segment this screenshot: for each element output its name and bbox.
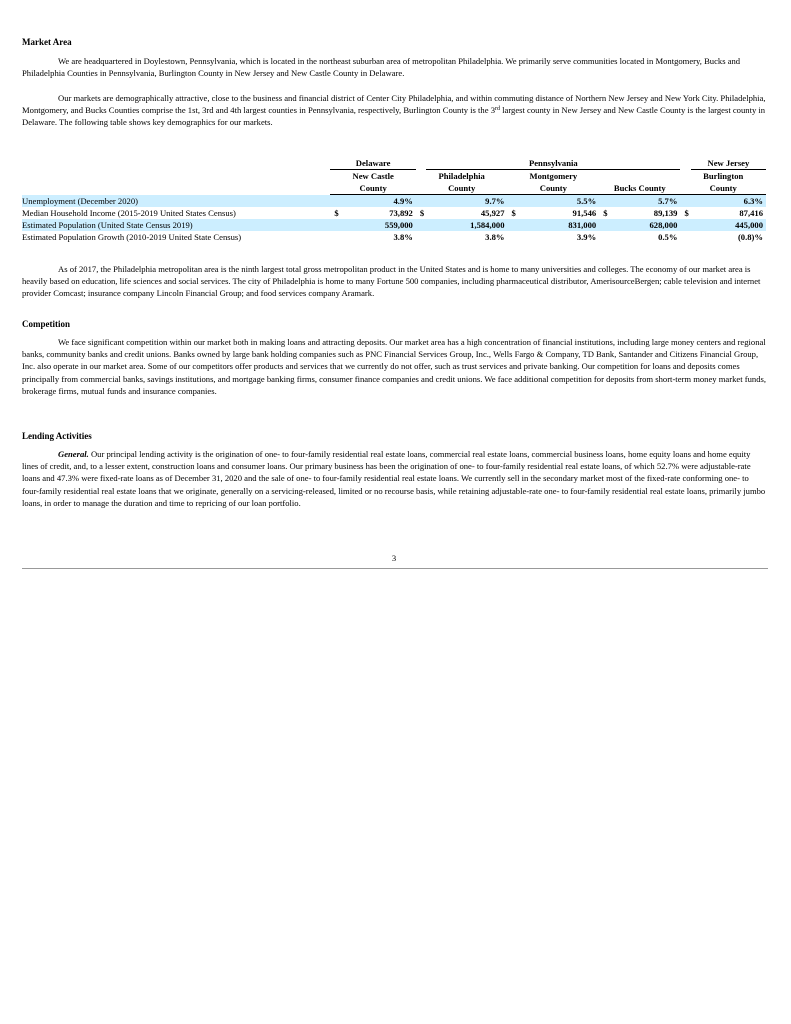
cell-value: 559,000 [341,219,416,231]
col-montgomery-line2: County [508,182,600,195]
col-new-castle-line2: County [330,182,415,195]
cell-value: 3.8% [485,232,505,242]
cell-value: 3.9% [576,232,597,242]
market-area-paragraph-2: Our markets are demographically attractive, close to the business and financial district of Center City Philadelphia, and within commuting distance of Northern New Jersey and New York City. Philadelphia, Montgomery, and Bucks Counties comprise the 1st, 3rd and 4th largest counties in Pennsylvania, respectively, Burlington County is the 3rd largest county in New Jersey and New Castle County is the largest county in Delaware. The following table shows key demographics for our markets. [22,93,766,128]
cell-value: 831,000 [518,219,599,231]
cell-value: 6.3% [691,195,766,208]
currency-symbol [599,219,609,231]
cell-value: 5.7% [610,195,681,208]
cell-value: 9.7% [426,195,507,208]
cell-value: 445,000 [691,219,766,231]
currency-symbol: $ [684,208,689,218]
group-new-jersey: New Jersey [691,157,766,170]
col-burlington-line2: County [680,182,766,195]
currency-symbol [680,195,690,208]
table-row [22,195,766,208]
page-number: 3 [391,553,397,563]
group-delaware: Delaware [330,157,415,170]
cell-value: 5.5% [518,195,599,208]
demographics-table [22,157,766,243]
page-divider [22,568,768,569]
currency-symbol: $ [419,208,425,218]
currency-symbol: $ [334,208,339,218]
currency-symbol: $ [511,208,516,218]
currency-symbol [508,231,518,243]
col-montgomery-line1: Montgomery [529,171,578,181]
table-row [22,207,766,219]
currency-symbol [416,231,426,243]
col-bucks: Bucks County [599,182,680,195]
cell-value: 628,000 [610,219,681,231]
row-label: Estimated Population Growth (2010-2019 United State Census) [22,232,242,242]
cell-value: 91,546 [572,208,597,218]
cell-value: 87,416 [739,208,763,218]
currency-symbol: $ [603,208,608,218]
currency-symbol [508,195,518,208]
currency-symbol [508,219,518,231]
col-philadelphia-line2: County [416,182,508,195]
competition-paragraph: We face significant competition within our market both in making loans and attracting deposits. Our market area has a high concentration of financial institutions, including large money centers and regional banks, community banks and credit unions. Banks owned by large bank holding companies such as PNC Financial Services Group, Inc., Wells Fargo & Company, TD Bank, Santander and Citizens Financial Group, Inc. also operate in our market area. Some of our competitors offer products and services that we currently do not offer, such as trust services and private banking. Our competition for loans and deposits comes principally from commercial banks, savings institutions, and mortgage banking firms, consumer finance companies and credit unions. We face additional competition for deposits from short-term money market funds, brokerage firms, mutual funds and insurance companies. [22,337,766,396]
currency-symbol [330,219,340,231]
currency-symbol [416,219,426,231]
group-pennsylvania: Pennsylvania [426,157,680,170]
cell-value: 1,584,000 [426,219,507,231]
competition-heading: Competition [22,319,70,329]
row-label: Estimated Population (United State Census 2019) [22,219,330,231]
cell-value: 3.8% [393,232,413,242]
market-area-heading: Market Area [22,37,72,47]
cell-value: 89,139 [653,208,678,218]
currency-symbol [599,195,609,208]
table-row [22,231,766,243]
cell-value: (0.8)% [737,232,763,242]
table-row [22,219,766,231]
currency-symbol [680,231,690,243]
col-new-castle-line1: New Castle [352,171,394,181]
row-label: Median Household Income (2015-2019 United States Census) [22,208,236,218]
currency-symbol [330,231,340,243]
cell-value: 0.5% [658,232,678,242]
col-philadelphia-line1: Philadelphia [438,171,485,181]
currency-symbol [416,195,426,208]
cell-value: 73,892 [389,208,413,218]
currency-symbol [330,195,340,208]
currency-symbol [680,219,690,231]
lending-paragraph: General. Our principal lending activity is the origination of one- to four-family residential real estate loans, commercial real estate loans, commercial business loans, home equity loans and home equity lines of credit, and, to a lesser extent, construction loans and consumer loans. Our primary business has been the origination of one- to four-family residential real estate loans, of which 52.7% were adjustable-rate loans and 47.3% were fixed-rate loans as of December 31, 2020 and the sale of one- to four-family residential real estate loans. We currently sell in the secondary market most of the fixed-rate conforming one- to four-family residential real estate loans that we originate, generally on a servicing-released, limited or no recourse basis, while retaining adjustable-rate one- to four-family residential real estate loans, primarily jumbo loans, in order to manage the duration and time to repricing of our loan portfolio. [22,449,766,508]
cell-value: 45,927 [480,208,505,218]
market-area-paragraph-1: We are headquartered in Doylestown, Pennsylvania, which is located in the northeast suburban area of metropolitan Philadelphia. We primarily serve communities located in Montgomery, Bucks and Philadelphia Counties in Pennsylvania, Burlington County in New Jersey and New Castle County in Delaware. [22,56,741,79]
cell-value: 4.9% [341,195,416,208]
currency-symbol [599,231,609,243]
col-burlington-line1: Burlington [703,171,744,181]
market-area-paragraph-3: As of 2017, the Philadelphia metropolitan area is the ninth largest total gross metropolitan product in the United States and is home to many universities and colleges. The economy of our market area is heavily based on education, life sciences and social services. The city of Philadelphia is home to many Fortune 500 companies, including pharmaceutical distributor, AmerisourceBergen; cable television and internet provider Comcast; insurance company Lincoln Financial Group; and food services company Aramark. [22,264,761,299]
lending-heading: Lending Activities [22,431,92,441]
row-label: Unemployment (December 2020) [22,195,330,208]
